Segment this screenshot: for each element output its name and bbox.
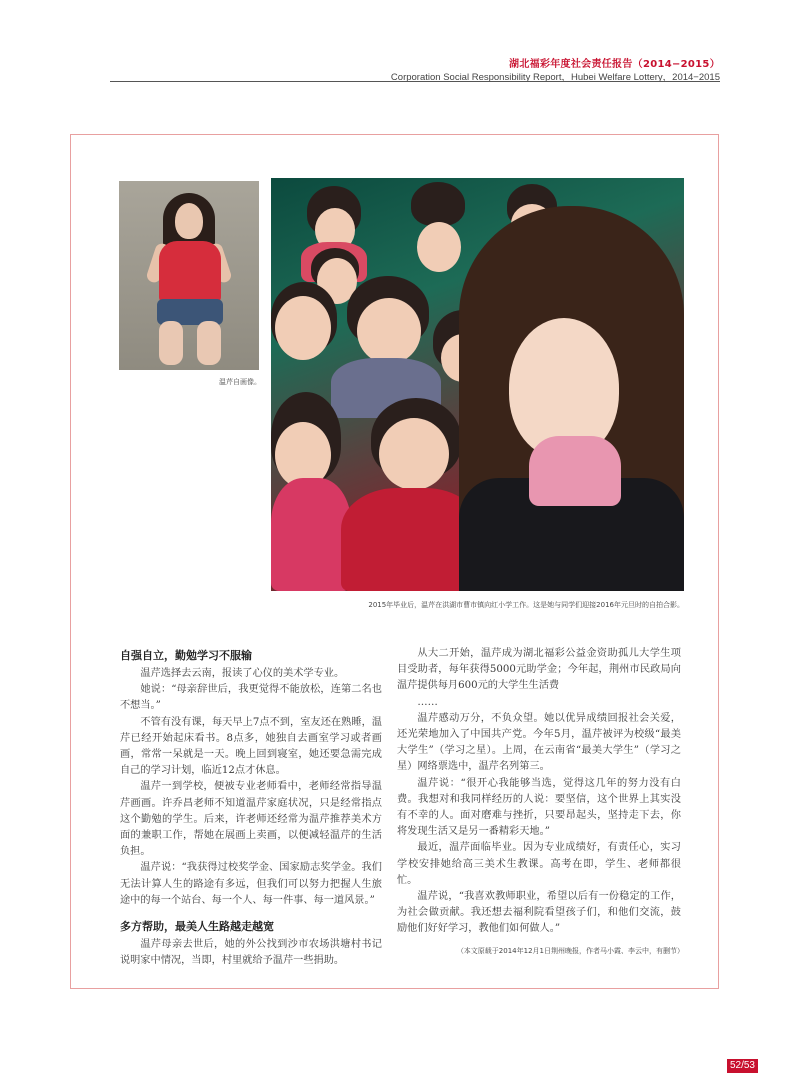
paragraph: 她说：“母亲辞世后，我更觉得不能放松，连第二名也不想当。”	[120, 684, 382, 712]
page-number: 52/53	[727, 1059, 758, 1073]
paragraph: 最近，温芹面临毕业。因为专业成绩好，有责任心，实习学校安排她给高三美术生教课。高考在即，学生、老师都很忙。	[397, 842, 681, 886]
paragraph: 从大二开始，温芹成为湖北福彩公益金资助孤儿大学生项目受助者，每年获得5000元助学金；今年起，荆州市民政局向温芹提供每月600元的大学生生活费	[397, 648, 681, 692]
paragraph: 温芹选择去云南，报读了心仪的美术学专业。	[140, 668, 345, 679]
section-heading: 多方帮助，最美人生路越走越宽	[120, 920, 274, 934]
paragraph: 温芹感动万分，不负众望。她以优异成绩回报社会关爱，还光荣地加入了中国共产党。今年5月，温芹被评为校级“最美大学生”（学习之星）。上周，在云南省“最美大学生”（学习之星）网络票选中，温芹名列第三。	[397, 712, 681, 773]
article-column-right	[397, 646, 681, 938]
report-title-cn: 湖北福彩年度社会责任报告（2014−2015）	[509, 59, 720, 70]
paragraph: 温芹说：“我获得过校奖学金、国家励志奖学金。我们无法计算人生的路途有多远，但我们可以努力把握人生旅途中的每一个站台、每一个人、每一件事、每一道风景。”	[120, 862, 382, 906]
paragraph: 温芹母亲去世后，她的外公找到沙市农场洪塘村书记说明家中情况，当即，村里就给予温芹一些捐助。	[120, 939, 382, 967]
paragraph: ……	[417, 696, 438, 708]
header-rule	[110, 81, 720, 82]
paragraph: 不管有没有课，每天早上7点不到，室友还在熟睡，温芹已经开始起床看书。8点多，她独自去画室学习或者画画，常常一呆就是一天。晚上回到寝室，她还要急需完成自己的学习计划，临近12点才休息。	[120, 716, 382, 777]
group-selfie-photo	[271, 178, 684, 591]
section-heading: 自强自立，勤勉学习不服输	[120, 649, 252, 662]
portrait-caption: 温芹自画像。	[219, 378, 261, 386]
source-note: （本文原载于2014年12月1日荆州晚报，作者马小霞、李云中，有删节）	[456, 947, 684, 955]
paragraph: 温芹说：“很开心我能够当选，觉得这几年的努力没有白费。我想对和我同样经历的人说：要坚信，这个世界上其实没有不幸的人。面对磨难与挫折，只要昂起头，坚持走下去，你将发现生活又是另一番精彩天地。”	[397, 777, 681, 838]
photo-caption: 2015年毕业后，温芹在洪湖市曹市镇向红小学工作。这是她与同学们迎接2016年元旦时的自拍合影。	[368, 601, 684, 609]
article-column-left	[120, 648, 382, 969]
paragraph: 温芹说，“我喜欢教师职业，希望以后有一份稳定的工作，为社会做贡献。我还想去福利院看望孩子们，和他们交流，鼓励他们好好学习，教他们如何做人。”	[397, 891, 681, 935]
self-portrait-painting	[119, 181, 259, 370]
report-title-en: Corporation Social Responsibility Report，Hubei Welfare Lottery，2014−2015	[390, 72, 720, 83]
paragraph: 温芹一到学校，便被专业老师看中，老师经常指导温芹画画。许乔昌老师不知道温芹家庭状况，只是经常指点这个勤勉的学生。后来，许老师还经常为温芹推荐美术方面的兼职工作，帮她在展画上卖画，以便减轻温芹的生活负担。	[120, 781, 382, 858]
